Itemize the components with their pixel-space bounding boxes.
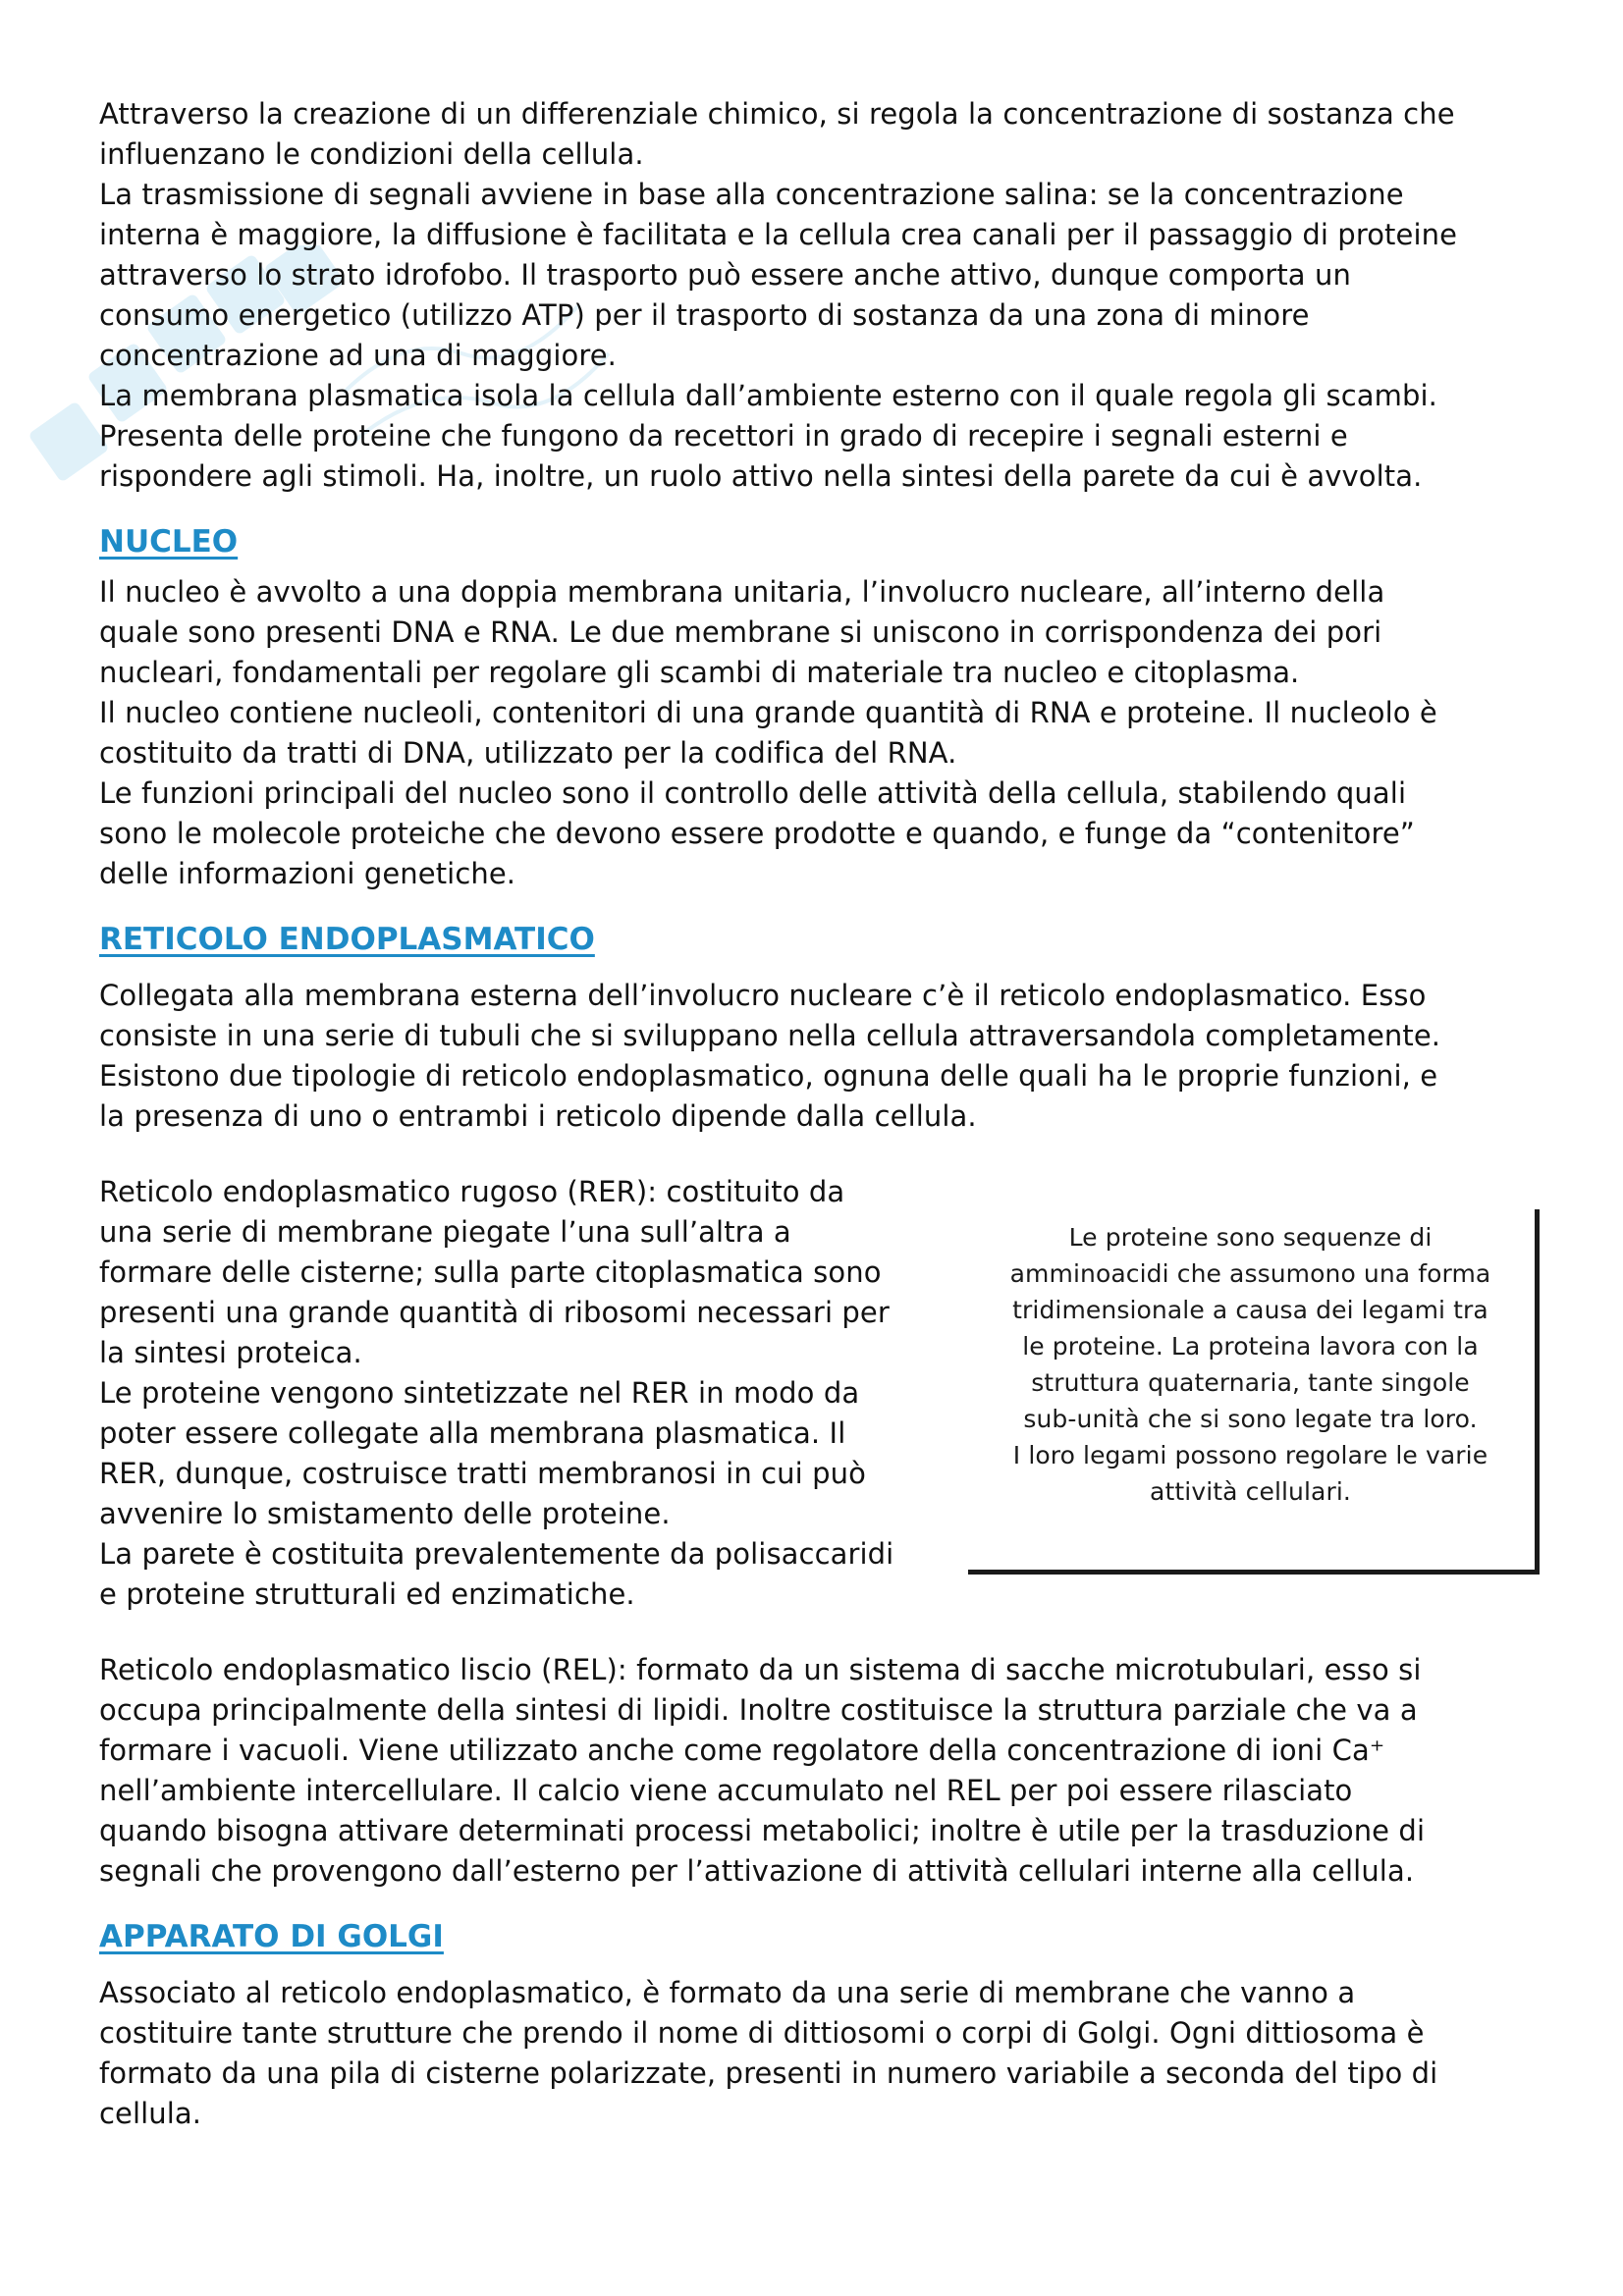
heading-reticolo-endoplasmatico: RETICOLO ENDOPLASMATICO <box>99 922 595 957</box>
text-line: Esistono due tipologie di reticolo endoplasmatico, ognuna delle quali ha le proprie funzioni, e <box>99 1059 1438 1093</box>
note-line: le proteine. La proteina lavora con la <box>1022 1332 1479 1361</box>
note-line: I loro legami possono regolare le varie <box>1012 1441 1488 1469</box>
note-line: tridimensionale a causa dei legami tra <box>1012 1296 1488 1324</box>
text-line: quale sono presenti DNA e RNA. Le due membrane si uniscono in corrispondenza dei pori <box>99 615 1382 649</box>
text-line: segnali che provengono dall’esterno per l’attivazione di attività cellulari interne alla cellula. <box>99 1854 1415 1888</box>
protein-note-textbox <box>968 1209 1540 1575</box>
heading-nucleo: NUCLEO <box>99 524 239 560</box>
text-line: formare i vacuoli. Viene utilizzato anche come regolatore della concentrazione di ioni Ca⁺ <box>99 1734 1385 1767</box>
text-line: concentrazione ad una di maggiore. <box>99 339 617 372</box>
text-line: Reticolo endoplasmatico liscio (REL): formato da un sistema di sacche microtubulari, esso si <box>99 1653 1422 1686</box>
rer-section <box>99 1172 1533 1612</box>
text-line: costituito da tratti di DNA, utilizzato per la codifica del RNA. <box>99 736 957 770</box>
text-line: una serie di membrane piegate l’una sull’altra a <box>99 1215 791 1249</box>
text-line: Il nucleo è avvolto a una doppia membrana unitaria, l’involucro nucleare, all’interno della <box>99 575 1385 609</box>
text-line: sono le molecole proteiche che devono essere prodotte e quando, e funge da “contenitore” <box>99 817 1415 850</box>
text-line: presenti una grande quantità di ribosomi necessari per <box>99 1296 890 1329</box>
text-line: interna è maggiore, la diffusione è facilitata e la cellula crea canali per il passaggio di proteine <box>99 218 1458 251</box>
text-line: Le funzioni principali del nucleo sono il controllo delle attività della cellula, stabilendo quali <box>99 776 1407 810</box>
reticolo-intro-paragraph <box>99 976 1533 1137</box>
text-line: La parete è costituita prevalentemente da polisaccaridi <box>99 1537 894 1571</box>
text-line: Reticolo endoplasmatico rugoso (RER): costituito da <box>99 1175 845 1208</box>
heading-apparato-di-golgi: APPARATO DI GOLGI <box>99 1919 444 1954</box>
text-line: consiste in una serie di tubuli che si sviluppano nella cellula attraversandola completamente. <box>99 1019 1441 1052</box>
text-line: attraverso lo strato idrofobo. Il trasporto può essere anche attivo, dunque comporta un <box>99 258 1351 292</box>
document-page <box>99 94 1533 2134</box>
text-line: formato da una pila di cisterne polarizzate, presenti in numero variabile a seconda del tipo di <box>99 2056 1438 2090</box>
note-line: amminoacidi che assumono una forma <box>1009 1259 1491 1288</box>
text-line: poter essere collegate alla membrana plasmatica. Il <box>99 1416 846 1450</box>
text-line: influenzano le condizioni della cellula. <box>99 137 644 171</box>
text-line: formare delle cisterne; sulla parte citoplasmatica sono <box>99 1255 882 1289</box>
text-line: costituire tante strutture che prendo il nome di dittiosomi o corpi di Golgi. Ogni dittiosoma è <box>99 2016 1425 2050</box>
intro-paragraph <box>99 94 1533 497</box>
note-line: attività cellulari. <box>1150 1477 1351 1506</box>
text-line: Collegata alla membrana esterna dell’involucro nucleare c’è il reticolo endoplasmatico. Esso <box>99 979 1427 1012</box>
text-line: delle informazioni genetiche. <box>99 857 516 890</box>
text-line: nucleari, fondamentali per regolare gli scambi di materiale tra nucleo e citoplasma. <box>99 656 1300 689</box>
text-line: Le proteine vengono sintetizzate nel RER in modo da <box>99 1376 860 1410</box>
rer-paragraph <box>99 1172 963 1615</box>
text-line: quando bisogna attivare determinati processi metabolici; inoltre è utile per la trasduzione di <box>99 1814 1426 1847</box>
text-line: La membrana plasmatica isola la cellula dall’ambiente esterno con il quale regola gli scambi. <box>99 379 1437 412</box>
note-line: sub-unità che si sono legate tra loro. <box>1023 1405 1478 1433</box>
text-line: Associato al reticolo endoplasmatico, è formato da una serie di membrane che vanno a <box>99 1976 1356 2009</box>
text-line: la sintesi proteica. <box>99 1336 362 1369</box>
text-line: La trasmissione di segnali avviene in base alla concentrazione salina: se la concentrazione <box>99 178 1404 211</box>
text-line: avvenire lo smistamento delle proteine. <box>99 1497 671 1530</box>
text-line: Attraverso la creazione di un differenziale chimico, si regola la concentrazione di sostanza che <box>99 97 1455 131</box>
note-line: struttura quaternaria, tante singole <box>1031 1368 1470 1397</box>
text-line: Il nucleo contiene nucleoli, contenitori di una grande quantità di RNA e proteine. Il nucleolo è <box>99 696 1437 729</box>
text-line: occupa principalmente della sintesi di lipidi. Inoltre costituisce la struttura parziale che va a <box>99 1693 1418 1727</box>
golgi-paragraph <box>99 1973 1533 2134</box>
text-line: Presenta delle proteine che fungono da recettori in grado di recepire i segnali esterni e <box>99 419 1348 453</box>
text-line: la presenza di uno o entrambi i reticolo dipende dalla cellula. <box>99 1099 977 1133</box>
text-line: nell’ambiente intercellulare. Il calcio viene accumulato nel REL per poi essere rilasciato <box>99 1774 1353 1807</box>
text-line: rispondere agli stimoli. Ha, inoltre, un ruolo attivo nella sintesi della parete da cui è avvolta. <box>99 459 1423 493</box>
note-line: Le proteine sono sequenze di <box>1068 1223 1433 1252</box>
nucleo-paragraph <box>99 572 1533 894</box>
text-line: RER, dunque, costruisce tratti membranosi in cui può <box>99 1457 866 1490</box>
text-line: cellula. <box>99 2097 202 2130</box>
text-line: e proteine strutturali ed enzimatiche. <box>99 1577 635 1611</box>
text-line: consumo energetico (utilizzo ATP) per il trasporto di sostanza da una zona di minore <box>99 298 1310 332</box>
rel-paragraph <box>99 1650 1533 1892</box>
